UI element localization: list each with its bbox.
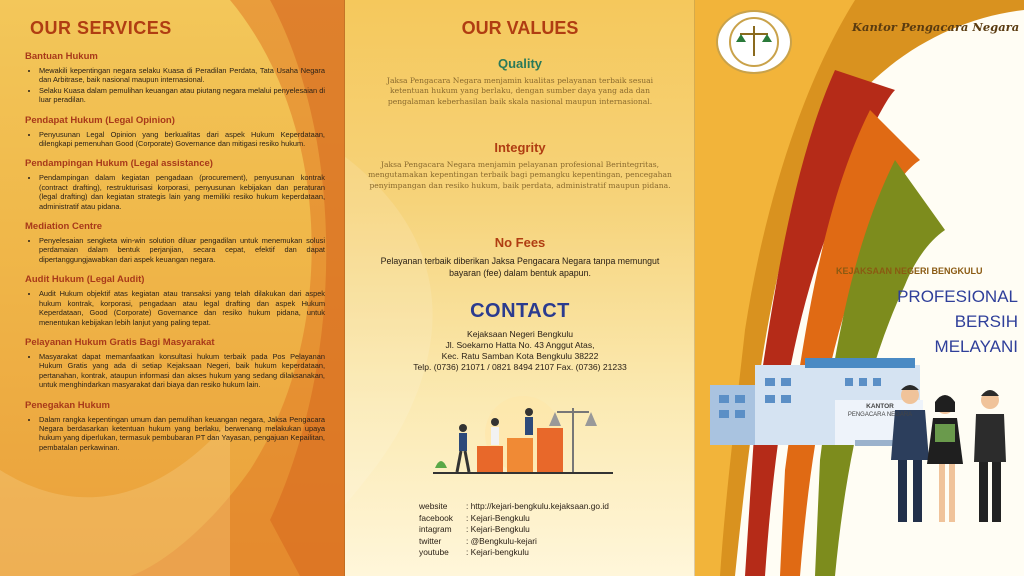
facebook-row[interactable] — [419, 513, 609, 525]
tagline-melayani: MELAYANI — [934, 337, 1018, 356]
service-heading: Mediation Centre — [25, 221, 103, 233]
services-title: OUR SERVICES — [30, 18, 172, 38]
service-bullet: • Audit Hukum objektif atas kegiatan atau transaksi yang telah dilakukan dari aspek hukum kontrak, korporasi, pengadaan atau legal drafting dan aspek Hukum Keperdataan, Good (Corporate) Governance dan resiko hukum pidana, untuk menentukan kebijakan lebih lanjut yang paling tepat. — [39, 289, 325, 327]
service-section — [25, 221, 325, 264]
link-value[interactable]: : Kejari-Bengkulu — [466, 524, 530, 534]
service-bullet: • Penyelesaian sengketa win-win solution diluar pengadilan untuk menemukan solusi perdamaian dalam bentuk perjanjian, secara cepat, efektif dan dapat dipertanggungjawabkan dari aspek keuangan negara. — [39, 236, 325, 264]
value-heading: Integrity — [494, 140, 546, 155]
service-bullets — [25, 130, 325, 149]
value-integrity — [367, 140, 673, 191]
service-section — [25, 51, 325, 105]
service-bullet: • Pendampingan dalam kegiatan pengadaan (procurement), penyusunan kontrak (contract drafting), restrukturisasi korporasi, penyusunan kebijakan dan peraturan (legal drafting) dan kegiatan strategis lain yang memiliki resiko hukum keperdataan, administratif atau pidana. — [39, 173, 325, 211]
value-no-fees — [367, 235, 673, 279]
link-label: website — [419, 501, 448, 511]
service-bullets — [25, 352, 325, 390]
value-text: Jaksa Pengacara Negara menjamin pelayanan profesional Berintegritas, mengutamakan kepentingan terbaik bagi pemangku kepentingan, pencegahan penyimpangan dan resiko hukum, baik perdata, administratif maupun pidana. — [368, 160, 672, 190]
values-title: OUR VALUES — [461, 18, 579, 38]
tagline-bersih: BERSIH — [954, 312, 1018, 331]
twitter-row[interactable] — [419, 536, 609, 548]
service-section — [25, 115, 325, 149]
address-line: Kejaksaan Negeri Bengkulu — [466, 329, 574, 339]
instagram-row[interactable] — [419, 524, 609, 536]
address-line: Kec. Ratu Samban Kota Bengkulu 38222 — [441, 351, 599, 361]
value-heading: No Fees — [494, 235, 546, 250]
cover-panel — [695, 0, 1024, 576]
tagline-profesional: PROFESIONAL — [897, 287, 1018, 306]
service-section — [25, 337, 325, 390]
address-line: Telp. (0736) 21071 / 0821 8494 2107 Fax. (0736) 21233 — [413, 362, 627, 372]
services-list — [25, 51, 325, 452]
service-heading: Pendapat Hukum (Legal Opinion) — [25, 114, 175, 126]
services-panel — [0, 0, 345, 576]
service-section — [25, 274, 325, 327]
service-section — [25, 400, 325, 453]
service-heading: Audit Hukum (Legal Audit) — [25, 274, 145, 286]
value-heading: Quality — [497, 56, 543, 71]
service-heading: Bantuan Hukum — [25, 51, 98, 62]
link-value[interactable]: : Kejari-Bengkulu — [466, 512, 530, 523]
service-bullets — [25, 236, 325, 264]
contact-title: CONTACT — [470, 300, 570, 322]
value-quality — [367, 56, 673, 107]
service-heading: Pendampingan Hukum (Legal assistance) — [25, 158, 213, 170]
service-bullet: • Selaku Kuasa dalam pemulihan keuangan atau piutang negara melalui penyelesaian di luar peradilan. — [39, 86, 325, 105]
service-section — [25, 158, 325, 211]
value-text: Pelayanan terbaik diberikan Jaksa Pengacara Negara tanpa memungut bayaran (fee) dalam bentuk apapun. — [380, 256, 660, 278]
link-value[interactable]: : @Bengkulu-kejari — [466, 535, 537, 546]
values-panel — [345, 0, 695, 576]
website-row[interactable] — [419, 501, 609, 513]
contact-address — [345, 329, 695, 373]
service-bullet: • Penyusunan Legal Opinion yang berkualitas dari aspek Hukum Keperdataan, dilengkapi pemenuhan Good (Corporate) Governance dan mitigasi resiko hukum. — [39, 130, 325, 149]
link-label: facebook — [419, 512, 453, 523]
service-bullet: • Mewakili kepentingan negara selaku Kuasa di Peradilan Perdata, Tata Usaha Negara dan Arbitrase, baik nasional maupun internasional. — [39, 66, 325, 85]
service-bullets — [25, 289, 325, 327]
link-value[interactable]: : Kejari-bengkulu — [466, 547, 529, 557]
link-label: intagram — [419, 524, 452, 534]
service-heading: Penegakan Hukum — [25, 399, 110, 411]
building-sign — [820, 388, 940, 428]
kejaksaan-logo — [716, 10, 792, 74]
link-label: youtube — [419, 547, 449, 557]
link-label: twitter — [419, 535, 442, 546]
service-bullet: • Dalam rangka kepentingan umum dan pemulihan keuangan negara, Jaksa Pengacara Negara berdasarkan ketentuan hukum yang berlaku, berwenang melakukan upaya hukum yang diperlukan, termasuk pembubaran PT dan Yayasan, pengajuan Kepailitan, pembatalan perkawinan. — [39, 415, 325, 453]
sign-line: PENGACARA NEGARA — [847, 412, 913, 418]
teamwork-illustration — [433, 396, 613, 474]
service-bullets — [25, 415, 325, 453]
scales-emblem-icon — [718, 12, 790, 72]
service-heading: Pelayanan Hukum Gratis Bagi Masyarakat — [25, 336, 215, 348]
youtube-row[interactable] — [419, 547, 609, 559]
contact-links — [419, 501, 609, 559]
service-bullets — [25, 66, 325, 105]
service-bullet: • Masyarakat dapat memanfaatkan konsultasi hukum terbaik pada Pos Pelayanan Hukum Gratis yang ada di setiap Kejaksaan Negeri, baik hukum keperdataan, pertanahan, kontrak, ataupun informasi dan akses hukum yang sedang dilaksanakan, untuk menghindarkan masyarakat dari biaya dan resiko hukum lain. — [39, 352, 325, 390]
organization-name: KEJAKSAAN NEGERI BENGKULU — [836, 266, 983, 276]
address-line: Jl. Soekarno Hatta No. 43 Anggut Atas, — [445, 340, 595, 350]
service-bullets — [25, 173, 325, 211]
sign-line: KANTOR — [866, 403, 894, 410]
link-value[interactable]: : http://kejari-bengkulu.kejaksaan.go.id — [466, 501, 609, 511]
office-name: Kantor Pengacara Negara — [852, 20, 1020, 34]
value-text: Jaksa Pengacara Negara menjamin kualitas pelayanan terbaik sesuai ketentuan hukum yang berlaku, dengan sumber daya yang ada dan pengalaman keberhasilan baik skala nasional maupun internasional. — [386, 76, 654, 106]
